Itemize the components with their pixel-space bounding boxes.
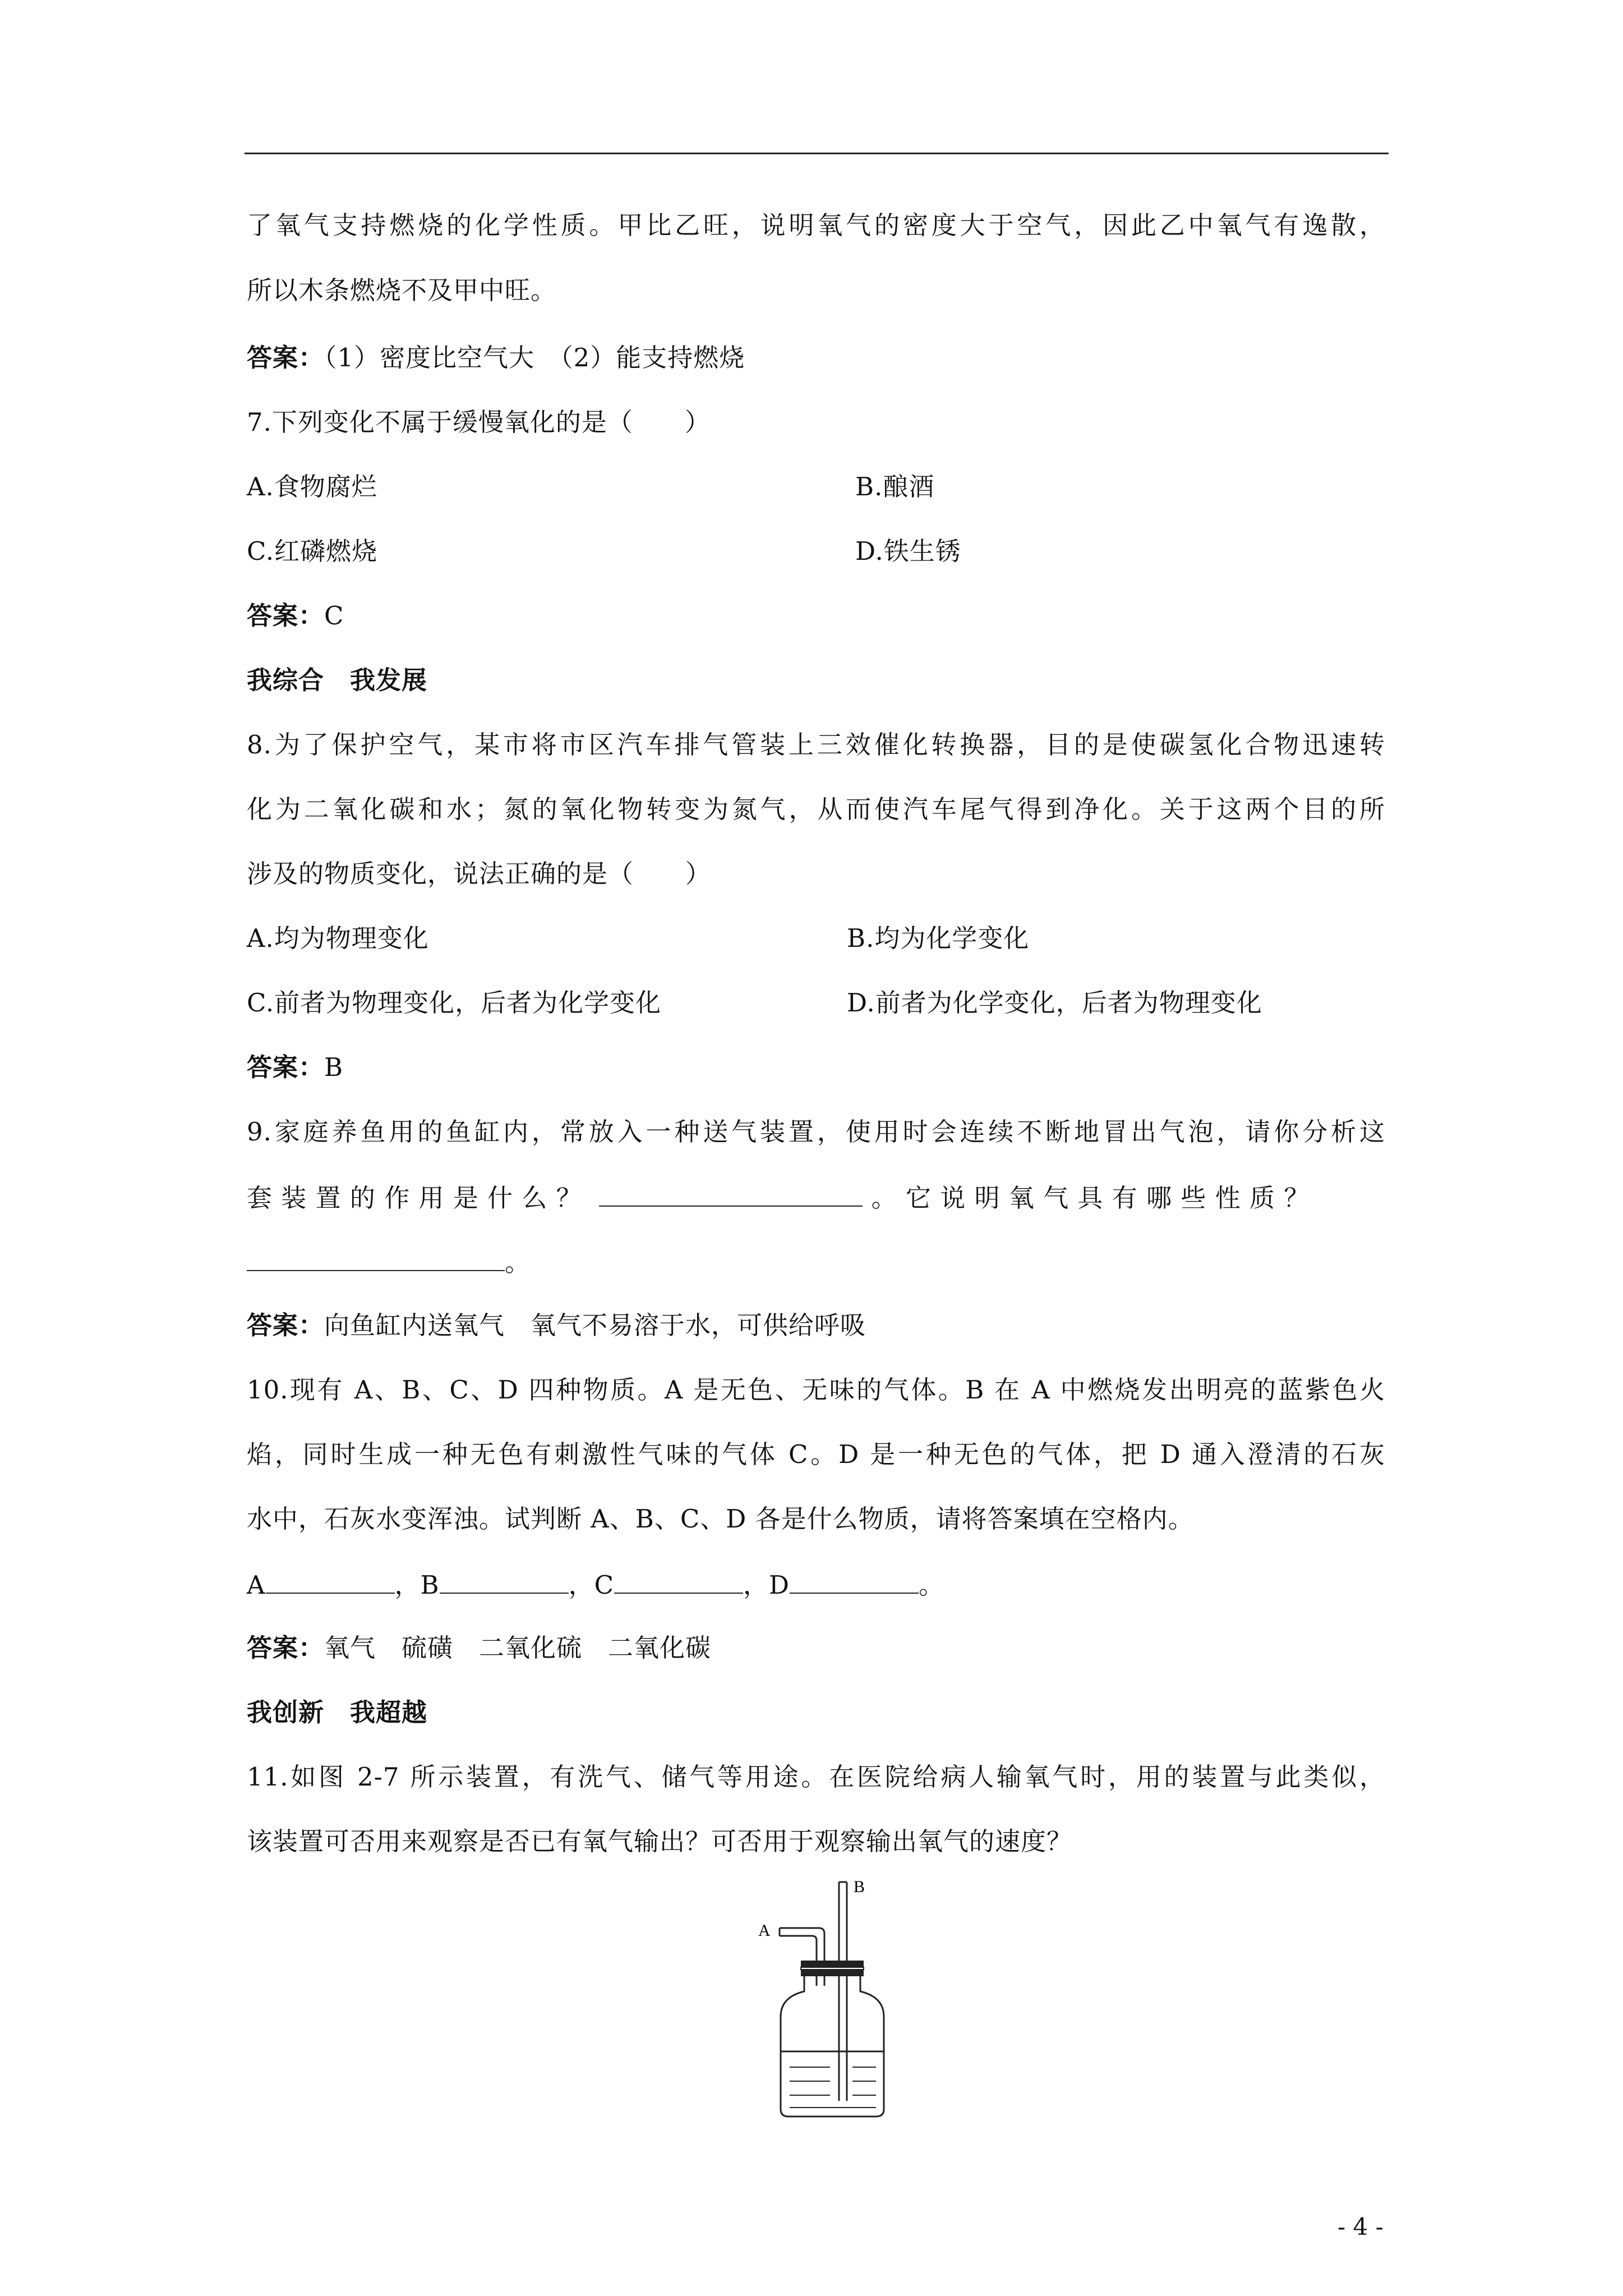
question-9-line: [247, 1244, 531, 1280]
question-9-line: 9.家庭养鱼用的鱼缸内，常放入一种送气装置，使用时会连续不断地冒出气泡，请你分析这: [247, 1117, 1385, 1147]
answer-blank[interactable]: [247, 1244, 505, 1271]
blank-label: ，D: [743, 1570, 790, 1600]
answer-label: 答案：: [247, 1052, 325, 1082]
answer-6: [247, 341, 745, 375]
answer-text: C: [324, 601, 344, 631]
blank-label: A: [247, 1570, 266, 1600]
question-8-line: 涉及的物质变化，说法正确的是（ ）: [247, 859, 712, 889]
question-10-blanks: [247, 1567, 944, 1602]
answer-7: [247, 599, 344, 633]
question-10-line: 水中，石灰水变浑浊。试判断 A、B、C、D 各是什么物质，请将答案填在空格内。: [247, 1504, 1194, 1534]
gas-washing-bottle-diagram: [746, 1876, 903, 2123]
question-9-text: 套 装 置 的 作 用 是 什 么 ？: [247, 1183, 582, 1213]
answer-blank[interactable]: [440, 1567, 569, 1594]
option-c: C.前者为物理变化，后者为化学变化: [247, 988, 662, 1018]
answer-text: 氧气 硫磺 二氧化硫 二氧化碳: [324, 1633, 712, 1663]
answer-blank[interactable]: [614, 1567, 743, 1594]
answer-label: 答案：: [247, 601, 325, 631]
question-10-line: 焰，同时生成一种无色有刺激性气味的气体 C。D 是一种无色的气体，把 D 通入澄清的石灰: [247, 1439, 1385, 1469]
answer-label: 答案：: [247, 1310, 325, 1340]
answer-blank[interactable]: [790, 1567, 919, 1594]
answer-label: 答案：: [247, 343, 325, 372]
page-number: - 4 -: [1338, 2213, 1384, 2240]
question-10-line: 10.现有 A、B、C、D 四种物质。A 是无色、无味的气体。B 在 A 中燃烧发出明亮的蓝紫色火: [247, 1375, 1385, 1405]
question-9-line: [247, 1180, 1310, 1215]
blank-label: 。: [919, 1570, 945, 1600]
option-b: B.均为化学变化: [847, 923, 1030, 953]
question-9-text: 。 它 说 明 氧 气 具 有 哪 些 性 质 ？: [871, 1183, 1310, 1213]
answer-text: （1）密度比空气大 （2）能支持燃烧: [324, 343, 745, 372]
blank-label: ，B: [394, 1570, 440, 1600]
text-line: 所以木条燃烧不及甲中旺。: [247, 275, 557, 305]
question-8-line: 化为二氧化碳和水；氮的氧化物转变为氮气，从而使汽车尾气得到净化。关于这两个目的所: [247, 794, 1385, 824]
answer-8: [247, 1051, 343, 1084]
gas-washing-bottle-figure: [746, 1876, 903, 2125]
option-d: D.铁生锈: [855, 536, 961, 566]
option-c: C.红磷燃烧: [247, 536, 378, 566]
option-a: A.均为物理变化: [247, 923, 429, 953]
answer-blank[interactable]: [266, 1567, 395, 1594]
question-11-line: 11.如图 2-7 所示装置，有洗气、储气等用途。在医院给病人输氧气时，用的装置与此类似，: [247, 1762, 1385, 1792]
answer-text: B: [324, 1052, 344, 1082]
option-d: D.前者为化学变化，后者为物理变化: [847, 988, 1262, 1018]
option-a: A.食物腐烂: [247, 472, 377, 501]
answer-10: [247, 1631, 711, 1665]
question-11-line: 该装置可否用来观察是否已有氧气输出？可否用于观察输出氧气的速度？: [247, 1826, 1073, 1856]
header-rule: [245, 153, 1389, 154]
text-line: 了氧气支持燃烧的化学性质。甲比乙旺，说明氧气的密度大于空气，因此乙中氧气有逸散，: [247, 210, 1385, 240]
answer-blank[interactable]: [599, 1180, 863, 1207]
section-heading: 我综合 我发展: [247, 665, 428, 695]
answer-9: [247, 1309, 866, 1342]
question-7: 7.下列变化不属于缓慢氧化的是（ ）: [247, 407, 711, 437]
answer-text: 向鱼缸内送氧气 氧气不易溶于水，可供给呼吸: [324, 1310, 866, 1340]
label-a: A: [758, 1921, 771, 1940]
question-9-text: 。: [505, 1248, 531, 1277]
section-heading: 我创新 我超越: [247, 1697, 428, 1727]
blank-label: ，C: [568, 1570, 615, 1600]
question-8-line: 8.为了保护空气，某市将市区汽车排气管装上三效催化转换器，目的是使碳氢化合物迅速转: [247, 730, 1385, 760]
label-b: B: [854, 1878, 865, 1896]
answer-label: 答案：: [247, 1633, 325, 1663]
option-b: B.酿酒: [855, 472, 935, 501]
